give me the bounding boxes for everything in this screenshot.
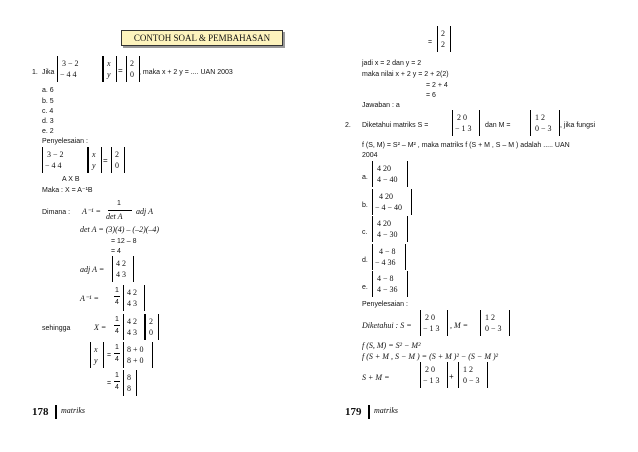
matrix-rhs bbox=[126, 56, 140, 82]
maka-line: Maka : X = A⁻¹B bbox=[42, 187, 93, 194]
matrix-row: 4 − 30 bbox=[377, 230, 398, 239]
matrix-row: 8 + 0 bbox=[127, 356, 144, 365]
matrix-rhs-2 bbox=[111, 147, 125, 173]
matrix-row: y bbox=[107, 70, 111, 79]
matrix-adj bbox=[112, 256, 134, 282]
matrix-m bbox=[530, 110, 560, 136]
matrix-row: 2 bbox=[130, 59, 134, 68]
footer-divider bbox=[55, 405, 57, 419]
matrix-row: 4 2 bbox=[116, 259, 126, 268]
dimana-label: Dimana : bbox=[42, 209, 71, 216]
matrix-8-plus-0 bbox=[123, 342, 153, 368]
frac-den: 4 bbox=[115, 299, 119, 306]
question-1-jika: Jika bbox=[42, 69, 55, 76]
matrix-s-2 bbox=[420, 310, 448, 336]
frac-den: 4 bbox=[115, 356, 119, 363]
jawaban: Jawaban : a bbox=[362, 102, 400, 109]
matrix-xy-2 bbox=[88, 147, 102, 173]
matrix-row: y bbox=[94, 356, 98, 365]
s-plus-m: S + M = bbox=[362, 373, 390, 382]
inverse-denominator: det A bbox=[106, 212, 123, 221]
matrix-row: 8 + 0 bbox=[127, 345, 144, 354]
matrix-row: 4 3 bbox=[116, 270, 126, 279]
option-e: e. bbox=[362, 284, 368, 291]
matrix-m-3 bbox=[458, 362, 488, 388]
footer-label-right: matriks bbox=[374, 406, 398, 415]
question-2-text-a: Diketahui matriks S = bbox=[362, 122, 429, 129]
question-1-text: , maka x + 2 y = .... UAN 2003 bbox=[139, 69, 233, 76]
matrix-a bbox=[57, 56, 103, 82]
eq-step-3: = 6 bbox=[426, 92, 436, 99]
inverse-def: A⁻¹ = bbox=[82, 207, 101, 216]
matrix-row: 0 − 3 bbox=[485, 324, 502, 333]
option-c-matrix bbox=[372, 216, 408, 242]
option-b-matrix bbox=[372, 189, 412, 215]
matrix-row: 4 − 36 bbox=[377, 285, 398, 294]
fraction-bar bbox=[114, 353, 120, 354]
matrix-row: 2 bbox=[441, 29, 445, 38]
matrix-row: − 1 3 bbox=[423, 376, 440, 385]
frac-den: 4 bbox=[115, 328, 119, 335]
matrix-row: 4 − 8 bbox=[379, 247, 396, 256]
det-step-3: = 4 bbox=[111, 248, 121, 255]
adj-a-label: adj A bbox=[136, 207, 153, 216]
matrix-row: 4 20 bbox=[377, 164, 391, 173]
top-equals: = bbox=[428, 39, 433, 46]
matrix-row: 4 3 bbox=[127, 299, 137, 308]
matrix-row: 3 − 2 bbox=[62, 59, 79, 68]
matrix-row: 4 − 8 bbox=[377, 274, 394, 283]
matrix-row: 1 2 bbox=[463, 365, 473, 374]
matrix-row: 4 2 bbox=[127, 317, 137, 326]
matrix-row: 2 0 bbox=[425, 313, 435, 322]
matrix-row: − 4 4 bbox=[45, 161, 62, 170]
comma-m: , M = bbox=[450, 321, 469, 330]
fraction-bar bbox=[114, 296, 120, 297]
matrix-row: 2 bbox=[149, 317, 153, 326]
matrix-8-8 bbox=[123, 370, 137, 396]
option-d: d. 3 bbox=[42, 118, 54, 125]
matrix-row: 2 0 bbox=[457, 113, 467, 122]
matrix-row: 2 bbox=[115, 150, 119, 159]
labels-a-x-b: A X B bbox=[62, 176, 80, 183]
sehingga-label: sehingga bbox=[42, 325, 71, 332]
question-2-text-b: f (S, M) = S² – M² , maka matriks f (S + M , S – M ) adalah ..... UAN bbox=[362, 142, 570, 149]
x-eq: X = bbox=[94, 323, 107, 332]
banner-text: CONTOH SOAL & PEMBAHASAN bbox=[133, 33, 271, 43]
matrix-s-3 bbox=[420, 362, 448, 388]
matrix-adj-3 bbox=[123, 314, 145, 340]
question-2-number: 2. bbox=[345, 122, 351, 129]
frac-num: 1 bbox=[115, 344, 119, 351]
option-c: c. bbox=[362, 229, 368, 236]
matrix-xy bbox=[103, 56, 117, 82]
jadi-line: jadi x = 2 dan y = 2 bbox=[362, 60, 422, 67]
matrix-row: 8 bbox=[127, 373, 131, 382]
matrix-row: 4 20 bbox=[377, 219, 391, 228]
option-c: c. 4 bbox=[42, 108, 54, 115]
option-e-matrix bbox=[372, 271, 408, 297]
maka-nilai-line: maka nilai x + 2 y = 2 + 2(2) bbox=[362, 71, 449, 78]
f-def: f (S, M) = S² − M² bbox=[362, 341, 421, 350]
matrix-row: 2 bbox=[441, 40, 445, 49]
matrix-row: 0 bbox=[130, 70, 134, 79]
matrix-row: x bbox=[107, 59, 111, 68]
matrix-row: x bbox=[92, 150, 96, 159]
footer-divider bbox=[368, 405, 370, 419]
penyelesaian-heading-2: Penyelesaian : bbox=[362, 301, 408, 308]
inverse-numerator: 1 bbox=[117, 200, 121, 207]
matrix-row: 3 − 2 bbox=[47, 150, 64, 159]
fraction-bar bbox=[114, 325, 120, 326]
question-1-number: 1. bbox=[32, 69, 38, 76]
f-def-2: f (S + M , S − M ) = (S + M )² − (S − M )² bbox=[362, 352, 499, 361]
question-2-dan: dan M = bbox=[485, 122, 511, 129]
plus-sign: + bbox=[449, 372, 454, 381]
matrix-row: − 4 − 40 bbox=[375, 203, 403, 212]
penyelesaian-heading: Penyelesaian : bbox=[42, 138, 88, 145]
diketahui-line: Diketahui : S = bbox=[362, 321, 412, 330]
fraction-bar bbox=[114, 381, 120, 382]
matrix-rhs-3 bbox=[145, 314, 159, 340]
option-b: b. 5 bbox=[42, 98, 54, 105]
matrix-row: 2 0 bbox=[425, 365, 435, 374]
option-e: e. 2 bbox=[42, 128, 54, 135]
matrix-row: 4 3 bbox=[127, 328, 137, 337]
matrix-row: 0 − 3 bbox=[463, 376, 480, 385]
equals: = bbox=[103, 156, 108, 165]
option-d: d. bbox=[362, 257, 368, 264]
matrix-row: 1 2 bbox=[535, 113, 545, 122]
matrix-row: − 4 36 bbox=[375, 258, 396, 267]
option-a-matrix bbox=[372, 161, 408, 187]
matrix-row: 0 bbox=[149, 328, 153, 337]
matrix-row: 1 2 bbox=[485, 313, 495, 322]
equals: = bbox=[118, 66, 123, 75]
matrix-row: − 1 3 bbox=[423, 324, 440, 333]
option-a: a. bbox=[362, 174, 368, 181]
matrix-result-top bbox=[437, 26, 451, 52]
matrix-row: 4 2 bbox=[127, 288, 137, 297]
option-d-matrix bbox=[372, 244, 406, 270]
title-banner bbox=[121, 30, 283, 46]
inverse-eq: A⁻¹ = bbox=[80, 294, 99, 303]
frac-num: 1 bbox=[115, 372, 119, 379]
question-2-year: 2004 bbox=[362, 152, 378, 159]
question-2-jika: , jika fungsi bbox=[560, 122, 596, 129]
eq-step-2: = 2 + 4 bbox=[426, 82, 448, 89]
matrix-adj-2 bbox=[123, 285, 145, 311]
matrix-row: 4 20 bbox=[379, 192, 393, 201]
det-line: det A = (3)(4) – (–2)(–4) bbox=[80, 225, 160, 234]
matrix-row: 0 bbox=[115, 161, 119, 170]
footer-label-left: matriks bbox=[61, 406, 85, 415]
page-number-right: 179 bbox=[345, 406, 362, 418]
matrix-row: 8 bbox=[127, 384, 131, 393]
frac-num: 1 bbox=[115, 316, 119, 323]
page-number-left: 178 bbox=[32, 406, 49, 418]
matrix-row: − 1 3 bbox=[455, 124, 472, 133]
matrix-row: 4 − 40 bbox=[377, 175, 398, 184]
det-step-2: = 12 – 8 bbox=[111, 238, 137, 245]
matrix-row: 0 − 3 bbox=[535, 124, 552, 133]
matrix-s bbox=[452, 110, 480, 136]
matrix-row: − 4 4 bbox=[60, 70, 77, 79]
fraction-bar bbox=[108, 210, 132, 211]
matrix-m-2 bbox=[480, 310, 510, 336]
matrix-row: x bbox=[94, 345, 98, 354]
option-a: a. 6 bbox=[42, 87, 54, 94]
matrix-a-2 bbox=[42, 147, 88, 173]
matrix-xy-3 bbox=[90, 342, 104, 368]
frac-num: 1 bbox=[115, 287, 119, 294]
option-b: b. bbox=[362, 202, 368, 209]
final-equals: = bbox=[107, 380, 112, 387]
frac-den: 4 bbox=[115, 384, 119, 391]
matrix-row: y bbox=[92, 161, 96, 170]
xy-equals: = bbox=[107, 352, 112, 359]
adj-eq: adj A = bbox=[80, 265, 105, 274]
